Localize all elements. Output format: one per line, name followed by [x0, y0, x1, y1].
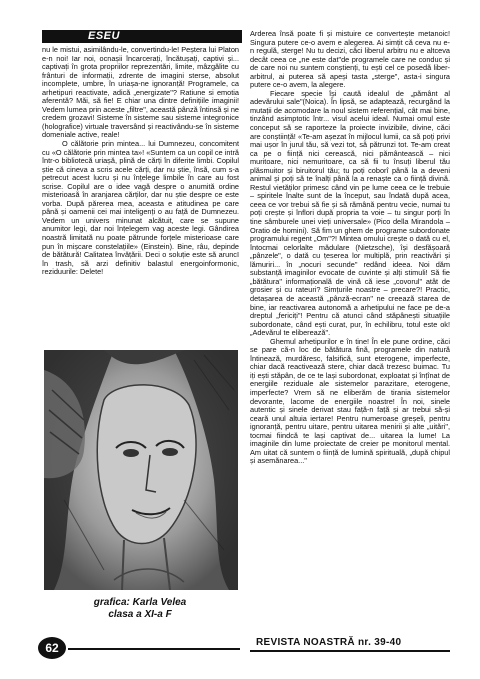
footer-rule-left [68, 648, 240, 650]
right-paragraph-2: Fiecare specie își caută idealul de „pământ al adevărului sale"(Noica). În lipsă, se adaptează, recurgând la mutații de acomodare la noul sistem referențial, cât mai bine, tinzând asimptotic într... visul acelui ideal. Numai omul este conceput să se raporteze la proiecte invizibile, divine, căci are conștiință! «Te-am așezat în mijlocul lumii, ca să poți privi mai ușor în jurul tău, să vezi tot, să pătrunzi tot. Te-am creat ca pe o ființă nici cerească, nici pământească – nici muritoare, nici nemuritoare, ca să fii tu însuți liberul tău plăsmuitor și biruitorul tău; tu poți coborî până la a deveni animal și poți să te înalți până la a renaște ca o ființă divină. Restul vietăților primesc când vin pe lume ceea ce le trebuie – spiritele înalte sunt de la început, sau îndată după acea, ceea ce vor trebui să fie și să rămână pentru vecie, numai tu poți crește și înflori după propria ta voie – tu singur porți în tine sâmburele unei vieți universale» (Pico della Mirandola – Oratio de homini). Să fim un ghem de programe subordonate programului regent „Om"?! Mintea omului crește o dată cu el, întocmai celorlalte mădulare (Nietzsche), își desfășoară „pânzele", o dată cu țeserea lor multiplă, prin reactivări și lămuriri... în „nocuri secunde" redând ideea. Noi dăm substanță imaginilor evocate de cuvinte și alți stimuli! Să fie „bătătura" informațională de vină că iese „covorul" atât de grosier și cu rateuri? Simțurile noastre – precare?! Practic, detașarea de această „pânză-ecran" ne creează starea de bine, iar reactivarea autonomă a arhetipului ne face pe de-a dreptul „fericiți"! Pentru că atunci când stăpânești situațiile subordonate, când ești curat, pur, în echilibru, totul este ok! „Adevărul te eliberează". [250, 88, 450, 338]
figure-caption-class: clasa a XI-a F [108, 609, 172, 620]
left-column-text [42, 46, 239, 394]
right-paragraph-3: Ghemul arhetipurilor e în tine! În ele pune ordine, căci se pare că-n loc de bătătura fină, programele din natură întinează, murdăresc, falsifică, sunt eterogene, imperfecte, chiar dacă reactivează stere, chiar dacă trezesc buimac. Tu iți ești stăpân, de ce te lași subordonat, exploatat și înțînat de energiile reziduale ale sistemelor parazitare, eterogene, imperfecte? Vrem să ne eliberăm de tirania sistemelor devorante, lacome de energiile noastre! În noi, sinele autentic și sinele derivat stau față-n față și ar trebui să-și ceară unul altuia iertare! Pentru numeroase greșeli, pentru ignoranță, pentru uitare, pentru uitarea menirii și alte „uitări", tocmai fiindcă te lași captivat de... uitarea la lume! La imaginile din lume proiectate de creier pe monitorul mental. Am uitat că suntem o ființă de lumină spirituală, „după chipul și asemănarea..." [250, 336, 450, 466]
footer-rule-right [250, 650, 450, 652]
page-number-badge: 62 [38, 637, 66, 659]
right-paragraph-1: Ardereа însă poate fi și mistuire ce convertește metanoic! Singura putere ce-o avem e alegerea. Ai simțit că ceva nu e-n regulă, sterge! Nu tu decizi, căci liberul arbitru nu e altceva decât ceea ce „ne este dat"de programele care ne conduc și de care noi nu suntem conștienți, tu ești cel ce posedă liber-arbitrul, ai puterea să apeși tasta „sterge", asta-i singura putere ce-o avem, la alegere. [250, 30, 450, 90]
illustration-face [44, 350, 238, 590]
face-drawing [44, 350, 238, 590]
section-header-bar [42, 30, 242, 43]
right-column-text [250, 30, 450, 623]
section-title: ESEU [88, 30, 120, 42]
left-paragraph-2: O călătorie prin mintea... lui Dumnezeu, concomitent cu «O călătorie prin mintea ta»! «Suntem ca un copil ce intră într-o bibliotecă uriașă, plină de cărți în diferite limbi. Copilul știe că cineva a scris acele cărți, dar nu știe, însă, cum s-a petrecut acest lucru și nu înțelege limbile în care au fost scrise. Copilul are o idee vagă despre o anumită ordine misterioasă în aranjarea cărților, dar nu știe despre ce este vorba. După părerea mea, aceasta e atitudinea pe care până și oamenii cei mai inteligenți o au față de Dumnezeu. Vedem un univers minunat alcătuit, care se supune anumitor legi, dar noi înțelegem vag aceste legi. Gândirea noastră limitată nu poate pătrunde forțele misterioase care pun în mișcare constelațiile» (Einstein). Bine, râu, depinde de bătătură! Calitatea învățării. Deci o soluție este să aruncI în trash, să arzi definitiv balastul energoinformonic, reziduurile: Delete! [42, 139, 239, 277]
figure-caption-author: grafica: Karla Velea [93, 597, 187, 608]
journal-name: REVISTA NOASTRĂ nr. 39-40 [256, 637, 402, 648]
left-paragraph-1: nu le mistui, asimilându-le, convertindu-le! Peștera lui Platon e-n noi! Iar noi, ocnașii încarcerați, încătușați, captivi și... captivați în grota propriilor reprezentări, limite, mâzgălite cu frânturi de informații, zdrente de imagini sterse, absolut incomplete, umbre, în uriașa-ne ignoranță! Programele, ca arhetipuri reactivate, adică „energizate"? Ratiune si emotia aferentă? Măi, să fie! E chiar una dintre definițiile imaginii! Vedem lumea prin aceste „filtre", această pânză întinsă și ne credem grozavi! Sisteme în sisteme sau sisteme integronice (holografice) virtuale traversând și reactivându-se în sisteme domeniale active, reale! [42, 46, 239, 140]
